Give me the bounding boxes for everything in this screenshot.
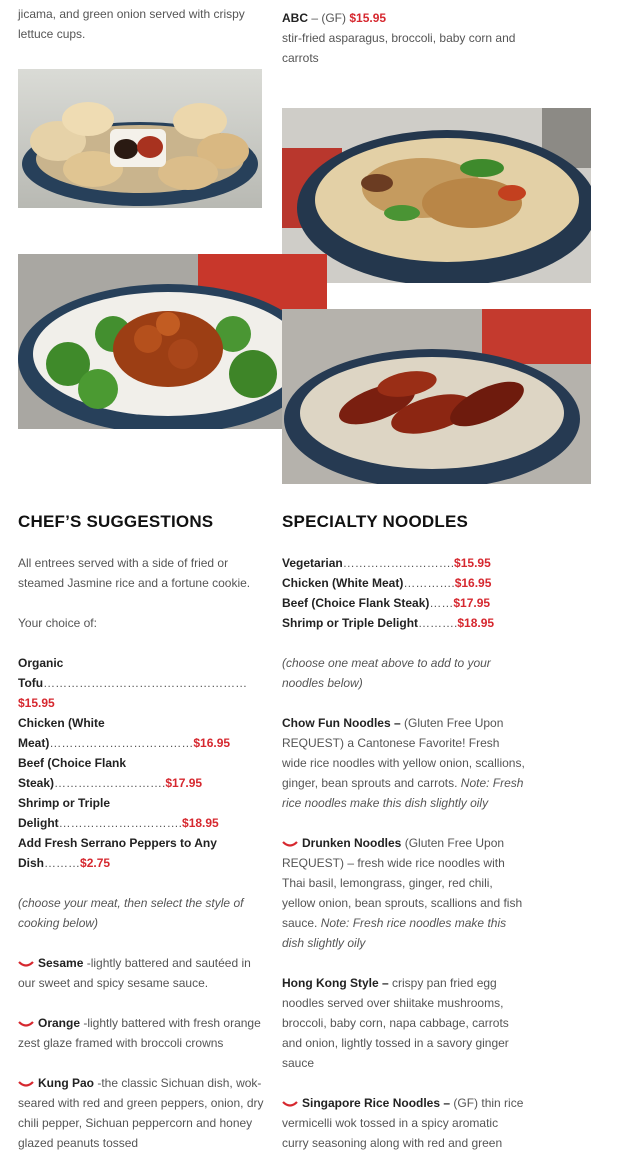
noodle-dish-desc: (Gluten Free Upon REQUEST) – fresh wide rice noodles with Thai basil, lemongrass, ginger, red chili, yellow onion, bean sprouts, scallions and fish sauce.	[282, 836, 523, 930]
noodles-photo	[282, 108, 591, 283]
style-item	[18, 953, 268, 993]
swoosh-icon	[282, 840, 298, 848]
noodle-dish	[282, 833, 527, 953]
noodle-dish	[282, 973, 527, 1073]
noodle-price-line	[282, 593, 527, 613]
chef-item-price: $16.95	[193, 736, 231, 750]
chef-item-name: Chicken (White	[18, 716, 105, 730]
noodle-dish-name: Chow Fun Noodles –	[282, 716, 401, 730]
swoosh-icon	[18, 1020, 34, 1028]
style-name: Kung Pao	[38, 1076, 94, 1090]
abc-price: $15.95	[349, 11, 387, 25]
glazed-meat-photo	[282, 309, 591, 484]
noodle-price-line	[282, 613, 527, 633]
chef-item-name: Add Fresh Serrano Peppers to Any	[18, 836, 217, 850]
noodle-dish-desc: (GF) thin rice vermicelli wok tossed in a spicy aromatic curry seasoning along with red and green	[282, 1096, 524, 1150]
noodle-dish-name: Hong Kong Style –	[282, 976, 389, 990]
dumplings-photo	[18, 69, 262, 208]
noodle-dish-desc: crispy pan fried egg noodles served over shiitake mushrooms, broccoli, baby corn, napa cabbage, carrots and onion, lightly tossed in a savory ginger sauce	[282, 976, 509, 1070]
chef-item-price-line	[18, 773, 268, 793]
style-item	[18, 1013, 268, 1053]
noodle-dish	[282, 1093, 527, 1153]
abc-desc: stir-fried asparagus, broccoli, baby corn and carrots	[282, 31, 516, 65]
noodle-dish-note: Note: Fresh rice noodles make this dish slightly oily	[282, 916, 507, 950]
chef-item-price-line	[18, 853, 268, 873]
chefs-suggestions-title: CHEF’S SUGGESTIONS	[18, 512, 214, 531]
style-desc: -lightly battered and sautéed in our sweet and spicy sesame sauce.	[18, 956, 251, 990]
chef-item-price-line	[18, 813, 268, 833]
dot-leader: ……………………….	[342, 556, 455, 570]
swoosh-icon	[282, 1100, 298, 1108]
chef-item-price: $15.95	[18, 696, 55, 710]
noodle-price-name: Shrimp or Triple Delight	[282, 616, 419, 630]
noodles-note: (choose one meat above to add to your noodles below)	[282, 656, 491, 690]
specialty-noodles-title: SPECIALTY NOODLES	[282, 512, 469, 531]
style-name: Sesame	[38, 956, 84, 970]
orange-chicken-photo	[18, 254, 327, 429]
dot-leader: ……………………………………………	[43, 676, 248, 690]
chef-item-price-line	[18, 673, 268, 713]
chef-item-name: Tofu	[18, 676, 44, 690]
dot-leader: ……….	[418, 616, 458, 630]
style-desc: -lightly battered with fresh orange zest glaze framed with broccoli crowns	[18, 1016, 261, 1050]
chef-item-name: Steak)	[18, 776, 55, 790]
chef-item-price: $17.95	[165, 776, 203, 790]
chefs-note: (choose your meat, then select the style of cooking below)	[18, 896, 244, 930]
chef-item-name: Meat)	[18, 736, 50, 750]
noodle-price: $15.95	[454, 556, 491, 570]
noodle-price-name: Chicken (White Meat)	[282, 576, 404, 590]
noodle-price-name: Vegetarian	[282, 556, 343, 570]
chefs-intro: All entrees served with a side of fried or steamed Jasmine rice and a fortune cookie.	[18, 556, 251, 590]
style-desc: -the classic Sichuan dish, wok-seared with red and green peppers, onion, dry chili pepper, Sichuan peppercorn and honey glazed peanuts tossed	[18, 1076, 264, 1150]
abc-label: ABC	[282, 11, 308, 25]
dot-leader: ………………………….	[58, 816, 183, 830]
chef-item-price-line	[18, 733, 268, 753]
dot-leader: ………	[44, 856, 81, 870]
swoosh-icon	[18, 1080, 34, 1088]
abc-line	[282, 8, 527, 28]
specialty-noodles-section	[282, 510, 527, 1153]
chef-item-price: $2.75	[80, 856, 111, 870]
dot-leader: ……	[429, 596, 454, 610]
dot-leader: ………….	[403, 576, 455, 590]
chef-item-name: Shrimp or Triple	[18, 796, 111, 810]
chef-item-price: $18.95	[182, 816, 219, 830]
chef-item-name: Organic	[18, 656, 64, 670]
noodle-dish-name: Singapore Rice Noodles –	[302, 1096, 451, 1110]
dot-leader: ………………………………	[49, 736, 194, 750]
noodle-price-line	[282, 573, 527, 593]
noodle-dish	[282, 713, 527, 813]
style-item	[18, 1073, 268, 1153]
dot-leader: ……………………….	[54, 776, 166, 790]
style-name: Orange	[38, 1016, 81, 1030]
noodle-price-name: Beef (Choice Flank Steak)	[282, 596, 430, 610]
appetizer-desc: jicama, and green onion served with crispy lettuce cups.	[18, 7, 245, 41]
chefs-suggestions-section	[18, 510, 268, 1153]
noodle-dish-note: Note: Fresh rice noodles make this dish slightly oily	[282, 776, 524, 810]
noodle-price: $18.95	[457, 616, 495, 630]
noodle-dish-desc: (Gluten Free Upon REQUEST) a Cantonese Favorite! Fresh wide rice noodles with yellow onion, scallions, ginger, bean sprouts and carrots.	[282, 716, 525, 790]
chefs-choice-label: Your choice of:	[18, 616, 97, 630]
abc-gf: – (GF)	[308, 11, 350, 25]
chef-item-name: Dish	[18, 856, 45, 870]
chef-item-name: Delight	[18, 816, 59, 830]
noodle-dish-name: Drunken Noodles	[302, 836, 402, 850]
swoosh-icon	[18, 960, 34, 968]
noodle-price: $16.95	[454, 576, 492, 590]
noodle-price: $17.95	[453, 596, 491, 610]
noodle-price-line	[282, 553, 527, 573]
appetizer-desc-block	[18, 4, 263, 44]
chef-item-name: Beef (Choice Flank	[18, 756, 127, 770]
abc-block	[282, 8, 527, 68]
